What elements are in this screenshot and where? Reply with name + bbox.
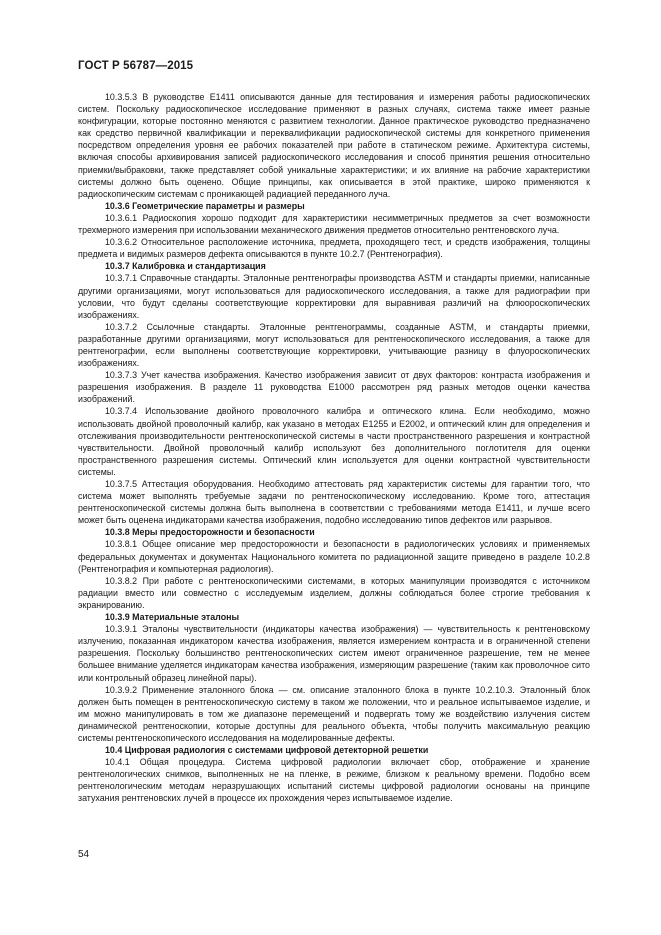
heading-10-3-7: 10.3.7 Калибровка и стандартизация <box>105 261 266 272</box>
heading-10-3-8: 10.3.8 Меры предосторожности и безопасности <box>105 527 315 538</box>
heading-10-4: 10.4 Цифровая радиология с системами цифровой детекторной решетки <box>105 745 429 756</box>
paragraph-10-3-9-2: 10.3.9.2 Применение эталонного блока — см. описание эталонного блока в пункте 10.2.10.3. Эталонный блок должен быть помещен в рентгеноскопическую систему в таком же положении, что и реальное испытываемое изделие, и им можно манипулировать в том же диапазоне перемещений и подвергать тому же воздействию излучения систем динамической рентгеноскопии, которые доступны для реального объекта, чтобы получить максимальную реакцию системы рентгеноскопического исследования на моделированные дефекты. <box>78 684 590 743</box>
paragraph-10-3-7-5: 10.3.7.5 Аттестация оборудования. Необходимо аттестовать ряд характеристик системы для гарантии того, что система может выполнять требуемые задачи по рентгеноскопическому исследованию. Кроме того, аттестация рентгеноскопической системы должна быть выполнена в соответствии с требованиями метода Е1411, и лучше всего может быть оценена индикаторами качества изображения, подобно исследованию типов дефектов или разрывов. <box>78 479 590 526</box>
paragraph-10-3-7-4: 10.3.7.4 Использование двойного проволочного калибра и оптического клина. Если необходимо, можно использовать двойной проволочный калибр, как указано в методах Е1255 и Е2002, и оптический клин для определения и отслеживания производительности рентгеноскопической системы в части пространственного разрешения и контрастной чувствительности. Двойной проволочный калибр используют без дополнительного поглотителя для оценки пространственного разрешения системы. Оптический клин используется для оценки контрастной чувствительности системы. <box>78 406 590 477</box>
page-number: 54 <box>78 849 90 860</box>
paragraph-10-3-6-1: 10.3.6.1 Радиоскопия хорошо подходит для характеристики несимметричных предметов за счет возможности трехмерного измерения при использовании механического движения предметов относительно рентгеновского луча. <box>78 212 590 236</box>
paragraph-10-4-1: 10.4.1 Общая процедура. Система цифровой радиологии включает сбор, отображение и хранение рентгенологических снимков, выполненных не на пленке, в режиме, близком к реальному времени. Подобно всем рентгенологическим методам неразрушающих испытаний системы цифровой радиологии основаны на принципе затухания рентгеновских лучей в процессе их прохождения через испытываемое изделие. <box>78 757 590 804</box>
heading-10-3-9: 10.3.9 Материальные эталоны <box>105 612 240 623</box>
paragraph-10-3-8-1: 10.3.8.1 Общее описание мер предосторожности и безопасности в радиологических условиях и применяемых федеральных документах и документах Национального комитета по радиационной защите приведено в разделе 10.2.8 (Рентгенография и компьютерная радиология). <box>78 539 590 574</box>
paragraph-10-3-8-2: 10.3.8.2 При работе с рентгеноскопическими системами, в которых манипуляции производятся с источником радиации вместо или совместно с исследуемым изделием, должны соблюдаться более строгие требования к экранированию. <box>78 575 590 610</box>
paragraph-10-3-7-1: 10.3.7.1 Справочные стандарты. Эталонные рентгенографы производства ASTM и стандарты приемки, написанные другими организациями, могут использоваться для радиоскопического исследования, а также для радиографии при условии, что будут сделаны соответствующие корректировки для выравнивая различий на флюороскопических изображениях. <box>78 273 590 320</box>
heading-10-3-6: 10.3.6 Геометрические параметры и размеры <box>105 200 305 211</box>
paragraph-10-3-9-1: 10.3.9.1 Эталоны чувствительности (индикаторы качества изображения) — чувствительность к рентгеновскому излучению, показанная индикатором качества изображения, является измерением контраста и в ограниченной степени разрешения. Поскольку большинство рентгеноскопических систем имеют ограниченное разрешение, тем не менее большее внимание уделяется индикаторам качества изображения, измеряющим разрешение (таким как проволочное сито или контрольный образец линейной пары). <box>78 624 590 683</box>
document-body <box>78 91 590 805</box>
document-header: ГОСТ Р 56787—2015 <box>78 60 194 72</box>
paragraph-10-3-6-2: 10.3.6.2 Относительное расположение источника, предмета, проходящего тест, и средств изображения, толщины предмета и видимых размеров дефекта описываются в пункте 10.2.7 (Рентгенография). <box>78 237 590 260</box>
paragraph-10-3-7-3: 10.3.7.3 Учет качества изображения. Качество изображения зависит от двух факторов: контраста изображения и разрешения изображения. В разделе 11 руководства Е1000 рассмотрен ряд разных методов оценки качества изображений. <box>78 370 590 405</box>
paragraph-10-3-5-3: 10.3.5.3 В руководстве Е1411 описываются данные для тестирования и измерения работы радиоскопических систем. Поскольку радиоскопическое исследование применяют в разных случаях, система также имеет разные конфигурации, которые постоянно меняются с развитием технологии. Данное практическое руководство предназначено как средство первичной квалификации и переквалификации радиоскопической системы для конкретного применения посредством определения уровня ее рабочих показателей при работе в статическом режиме. Архитектура системы, включая способы архивирования записей радиоскопического исследования и способ принятия решения относительно приемки/выбраковки, также представляет собой уникальные характеристики; и их влияние на рабочие характеристики системы должно быть оценено. Общие принципы, как описывается в этой практике, широко применяются к радиоскопическим системам с проникающей радиацией переданного луча. <box>78 92 590 199</box>
paragraph-10-3-7-2: 10.3.7.2 Ссылочные стандарты. Эталонные рентгенограммы, созданные ASTM, и стандарты приемки, разработанные другими организациями, могут использоваться для рентгеноскопического исследования, а также для рентгенографии, если выполнены соответствующие корректировки, учитывающие разницу в флуороскопических изображениях. <box>78 321 590 369</box>
